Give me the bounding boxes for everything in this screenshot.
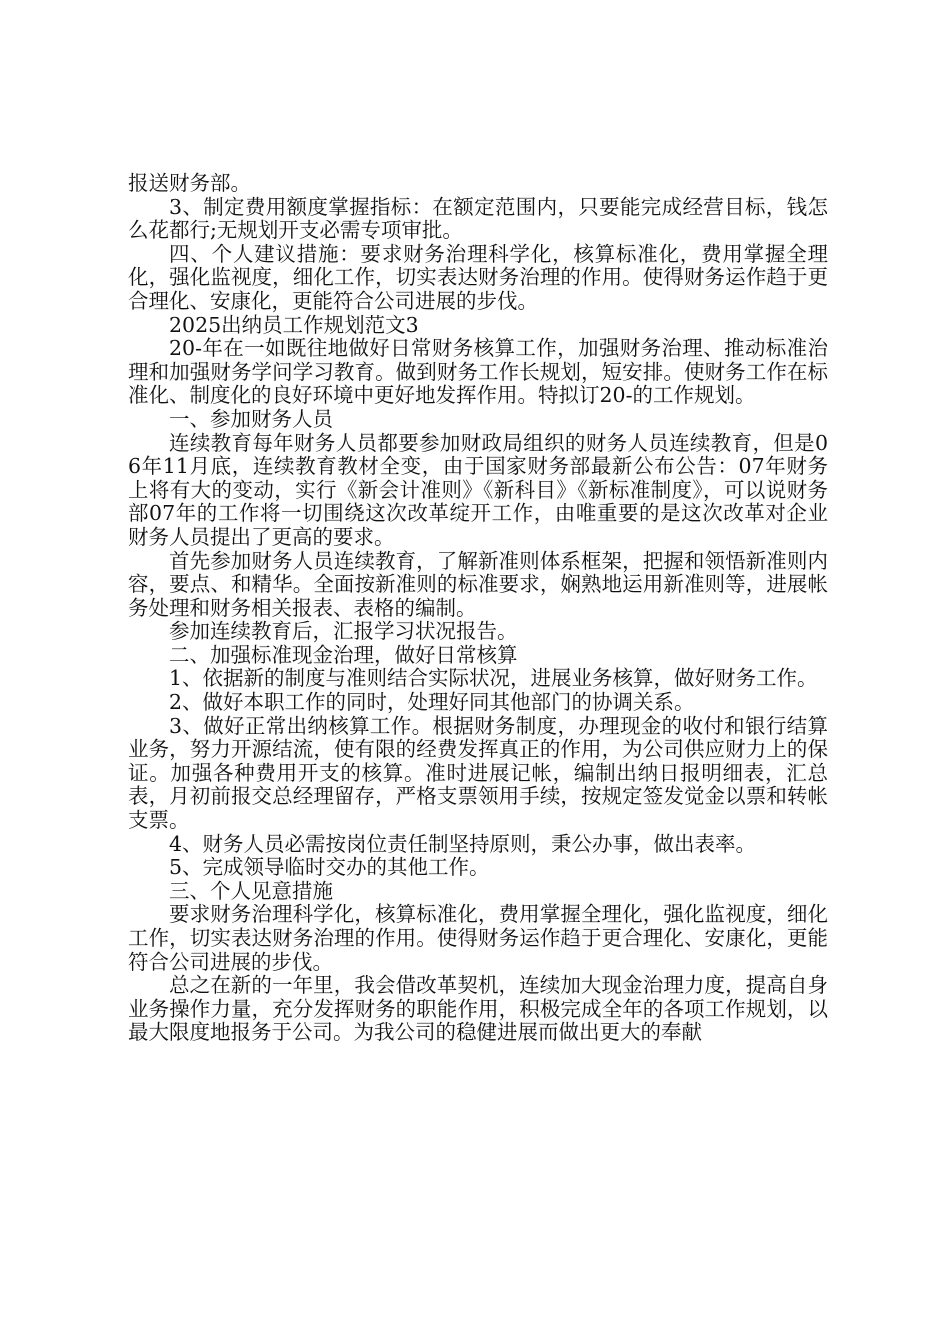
paragraph: 首先参加财务人员连续教育，了解新准则体系框架，把握和领悟新准则内容，要点、和精华。全面按新准则的标准要求，娴熟地运用新准则等，进展帐务处理和财务相关报表、表格的编制。 [128, 548, 828, 620]
paragraph: 3、做好正常出纳核算工作。根据财务制度，办理现金的收付和银行结算业务，努力开源结流，使有限的经费发挥真正的作用，为公司供应财力上的保证。加强各种费用开支的核算。准时进展记帐，编制出纳日报明细表，汇总表，月初前报交总经理留存，严格支票领用手续，按规定签发觉金以票和转帐支票。 [128, 713, 828, 833]
paragraph: 4、财务人员必需按岗位责任制坚持原则，秉公办事，做出表率。 [169, 831, 757, 856]
paragraph: 四、个人建议措施：要求财务治理科学化，核算标准化，费用掌握全理化，强化监视度，细化工作，切实表达财务治理的作用。使得财务运作趋于更合理化、安康化，更能符合公司进展的步伐。 [128, 241, 828, 313]
paragraph: 要求财务治理科学化，核算标准化，费用掌握全理化，强化监视度，细化工作，切实表达财务治理的作用。使得财务运作趋于更合理化、安康化，更能符合公司进展的步伐。 [128, 902, 828, 974]
paragraph: 5、完成领导临时交办的其他工作。 [169, 855, 490, 880]
paragraph: 连续教育每年财务人员都要参加财政局组织的财务人员连续教育，但是06年11月底，连续教育教材全变，由于国家财务部最新公布公告：07年财务上将有大的变动，实行《新会计准则》《新科目》《新标准制度》，可以说财务部07年的工作将一切围绕这次改革绽开工作，由唯重要的是这次改革对企业财务人员提出了更高的要求。 [128, 430, 828, 549]
paragraph: 报送财务部。 [128, 171, 251, 195]
paragraph: 参加连续教育后，汇报学习状况报告。 [169, 619, 518, 644]
heading: 三、个人见意措施 [169, 878, 333, 903]
paragraph: 总之在新的一年里，我会借改革契机，连续加大现金治理力度，提高自身业务操作力量，充分发挥财务的职能作用，积极完成全年的各项工作规划，以最大限度地报务于公司。为我公司的稳健进展而做出更大的奉献 [128, 973, 828, 1045]
heading: 一、参加财务人员 [169, 406, 333, 431]
heading: 二、加强标准现金治理，做好日常核算 [169, 642, 518, 667]
paragraph: 3、制定费用额度掌握指标：在额定范围内，只要能完成经营目标，钱怎么花都行;无规划开支必需专项审批。 [128, 194, 828, 243]
section-title: 2025出纳员工作规划范文3 [169, 312, 419, 337]
paragraph: 1、依据新的制度与准则结合实际状况，进展业务核算，做好财务工作。 [169, 666, 818, 691]
paragraph: 20-年在一如既往地做好日常财务核算工作，加强财务治理、推动标准治理和加强财务学问学习教育。做到财务工作长规划，短安排。使财务工作在标准化、制度化的良好环境中更好地发挥作用。特拟订20-的工作规划。 [128, 336, 828, 408]
paragraph: 2、做好本职工作的同时，处理好同其他部门的协调关系。 [169, 690, 695, 715]
document-page [128, 172, 828, 1045]
